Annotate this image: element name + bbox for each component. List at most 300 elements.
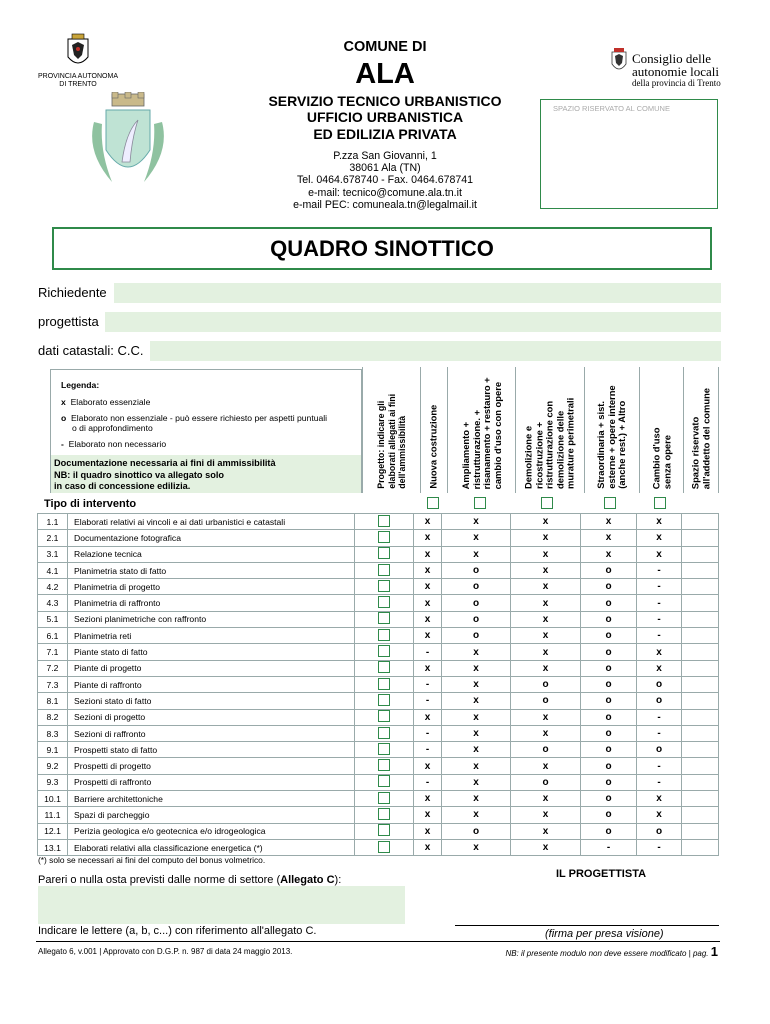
row-number: 6.1 [38,628,68,644]
row-mark: o [581,774,637,790]
table-row [38,725,719,741]
column-header-text: Progetto: indicare gli [375,401,386,489]
row-description: Piante stato di fatto [68,644,355,660]
column-header-text: Ampliamento + [459,421,471,489]
row-reserved-cell [682,660,719,676]
row-mark: x [637,791,682,807]
elaborati-table [37,513,719,856]
column-header-text: senza opere [660,434,672,489]
row-mark: x [414,562,442,578]
province-label: PROVINCIA AUTONOMA [38,73,118,80]
row-checkbox[interactable] [378,629,390,641]
coat-of-arms-icon [82,92,174,192]
row-reserved-cell [682,611,719,627]
row-mark: - [637,628,682,644]
doc-note-line: in caso di concessione edilizia. [54,481,191,491]
consiglio-title: autonomie locali [632,64,720,79]
row-checkbox[interactable] [378,759,390,771]
column-header-text: ristrutturazione con [543,400,555,489]
column-header-text: dell'ammissibilità [396,416,407,489]
title-box [52,227,712,270]
row-mark: x [511,709,581,725]
row-description: Planimetria reti [68,628,355,644]
row-checkbox-cell [355,807,414,823]
column-header-text: murature perimetrali [564,397,576,489]
phone-line: Tel. 0464.678740 - Fax. 0464.678741 [296,174,474,187]
row-mark: x [442,660,511,676]
catastali-label: dati catastali: C.C. [38,343,144,358]
row-mark: o [581,628,637,644]
row-mark: x [442,530,511,546]
column-header-text: demolizione delle [554,410,566,489]
table-row [38,807,719,823]
row-checkbox-cell [355,562,414,578]
table-row [38,709,719,725]
column-header-text: ricostruzione + [533,422,545,489]
row-mark: x [511,807,581,823]
signature-line [455,925,719,926]
row-reserved-cell [682,758,719,774]
row-mark: x [442,774,511,790]
table-row [38,676,719,692]
row-mark: o [442,823,511,839]
allegato-text: Allegato 6, v.001 | Approvato con D.G.P. n. 987 di data 24 maggio 2013. [38,947,293,956]
row-reserved-cell [682,725,719,741]
row-number: 8.1 [38,693,68,709]
row-reserved-cell [682,774,719,790]
row-checkbox-cell [355,660,414,676]
row-mark: - [581,839,637,855]
row-number: 9.2 [38,758,68,774]
row-description: Planimetria di raffronto [68,595,355,611]
row-mark: x [442,839,511,855]
row-checkbox-cell [355,611,414,627]
row-mark: o [637,742,682,758]
row-mark: x [442,742,511,758]
column-header-text: cambio d'uso con opere [491,381,503,489]
row-mark: o [581,807,637,823]
row-mark: x [637,514,682,530]
row-checkbox-cell [355,644,414,660]
row-mark: x [414,611,442,627]
row-mark: x [442,693,511,709]
row-checkbox-cell [355,579,414,595]
row-description: Planimetria di progetto [68,579,355,595]
row-mark: x [414,514,442,530]
province-label: DI TRENTO [59,81,97,88]
email-line: e-mail: tecnico@comune.ala.tn.it [308,186,462,199]
row-mark: - [414,644,442,660]
row-checkbox-cell [355,839,414,855]
row-mark: o [581,791,637,807]
table-row [38,660,719,676]
row-reserved-cell [682,807,719,823]
table-row [38,562,719,578]
row-description: Piante di raffronto [68,676,355,692]
row-mark: - [637,774,682,790]
row-description: Prospetti di raffronto [68,774,355,790]
reserved-label: SPAZIO RISERVATO AL COMUNE [553,104,670,113]
row-mark: x [442,514,511,530]
row-mark: x [581,546,637,562]
pec-line: e-mail PEC: comuneala.tn@legalmail.it [293,198,477,211]
row-mark: x [637,546,682,562]
row-checkbox[interactable] [378,792,390,804]
row-mark: x [511,839,581,855]
row-checkbox[interactable] [378,564,390,576]
row-mark: x [581,514,637,530]
table-row [38,611,719,627]
column-header-text: Cambio d'uso [649,427,661,489]
row-checkbox[interactable] [378,596,390,608]
row-number: 2.1 [38,530,68,546]
row-reserved-cell [682,709,719,725]
address-line: P.zza San Giovanni, 1 [333,150,437,162]
row-mark: o [511,693,581,709]
row-number: 9.3 [38,774,68,790]
row-mark: x [511,562,581,578]
row-description: Elaborati relativi ai vincoli e ai dati urbanistici e catastali [68,514,355,530]
row-mark: x [414,530,442,546]
row-checkbox[interactable] [378,580,390,592]
row-mark: o [581,725,637,741]
row-mark: o [581,693,637,709]
row-mark: x [414,579,442,595]
town-name: ALA [355,58,415,90]
row-description: Relazione tecnica [68,546,355,562]
progettista-signature-label: IL PROGETTISTA [556,868,647,880]
office-line: UFFICIO URBANISTICA [306,109,464,125]
row-reserved-cell [682,562,719,578]
row-mark: o [581,644,637,660]
nb-text: NB: il presente modulo non deve essere modificato | pag. [505,949,709,958]
row-mark: - [414,742,442,758]
column-header-cambio [639,367,683,493]
type-checkbox-nuova[interactable] [427,497,439,509]
consiglio-title: Consiglio delle [632,51,712,66]
pareri-input[interactable] [38,886,405,924]
row-number: 11.1 [38,807,68,823]
legend-symbol: - [61,439,64,449]
row-checkbox-cell [355,823,414,839]
row-reserved-cell [682,628,719,644]
row-checkbox[interactable] [378,645,390,657]
tipo-intervento: Tipo di intervento [44,498,137,510]
table-row [38,823,719,839]
table-row [38,644,719,660]
row-mark: o [581,579,637,595]
legend-text: Elaborato non essenziale - può essere richiesto per aspetti puntuali [71,413,328,423]
row-number: 5.1 [38,611,68,627]
table-row [38,530,719,546]
row-mark: x [414,807,442,823]
row-mark: o [581,660,637,676]
legend-text: o di approfondimento [72,423,153,433]
row-number: 7.2 [38,660,68,676]
row-reserved-cell [682,514,719,530]
doc-note-line: Documentazione necessaria ai fini di ammissibilità [54,458,276,468]
pareri-bold: Allegato C [280,874,335,886]
table-row [38,546,719,562]
column-header-nuova [420,367,447,493]
column-header-straordinaria [584,367,639,493]
legend-title: Legenda: [61,380,100,390]
row-mark: x [414,595,442,611]
row-mark: - [637,725,682,741]
row-checkbox-cell [355,725,414,741]
row-mark: o [442,562,511,578]
row-number: 8.3 [38,725,68,741]
province-crest [62,33,94,71]
row-checkbox[interactable] [378,678,390,690]
row-description: Prospetti stato di fatto [68,742,355,758]
row-mark: x [442,807,511,823]
consiglio-crest-icon [610,48,628,74]
consiglio-logo [610,48,628,74]
legend-symbol: o [61,413,67,423]
table-row [38,839,719,855]
row-mark: x [442,644,511,660]
column-header-text: elaborati allegati ai fini [386,394,397,489]
consiglio-subtitle: della provincia di Trento [632,78,721,88]
column-header-text: Straordinaria + sist. [595,401,607,489]
row-reserved-cell [682,823,719,839]
row-description: Elaborati relativi alla classificazione energetica (*) [68,839,355,855]
row-mark: o [581,742,637,758]
row-checkbox-cell [355,595,414,611]
row-checkbox-cell [355,514,414,530]
row-mark: x [637,807,682,823]
table-row [38,579,719,595]
row-mark: x [442,758,511,774]
row-mark: x [414,758,442,774]
row-mark: x [442,676,511,692]
reserved-box [540,99,718,209]
row-checkbox[interactable] [378,727,390,739]
row-mark: o [442,579,511,595]
column-header-riservato [683,367,719,493]
indicare-text: Indicare le lettere (a, b, c...) con riferimento all'allegato C. [38,925,317,937]
row-description: Sezioni di progetto [68,709,355,725]
firma-label: (firma per presa visione) [545,928,664,940]
row-mark: x [511,579,581,595]
row-mark: x [511,725,581,741]
row-checkbox-cell [355,693,414,709]
row-mark: x [414,660,442,676]
type-checkbox-straordinaria[interactable] [604,497,616,509]
row-mark: x [511,628,581,644]
row-reserved-cell [682,839,719,855]
row-mark: x [637,644,682,660]
row-mark: - [637,709,682,725]
row-number: 10.1 [38,791,68,807]
row-mark: - [637,579,682,595]
row-mark: x [511,660,581,676]
row-checkbox[interactable] [378,710,390,722]
row-number: 9.1 [38,742,68,758]
row-mark: o [581,709,637,725]
office-line: SERVIZIO TECNICO URBANISTICO [268,93,502,109]
type-checkbox-ampliamento[interactable] [474,497,486,509]
row-number: 4.2 [38,579,68,595]
progettista-label: progettista [38,314,99,329]
row-reserved-cell [682,546,719,562]
row-description: Sezioni planimetriche con raffronto [68,611,355,627]
row-number: 1.1 [38,514,68,530]
row-mark: x [511,791,581,807]
table-row [38,693,719,709]
row-mark: o [581,823,637,839]
row-checkbox-cell [355,742,414,758]
row-mark: x [581,530,637,546]
row-checkbox-cell [355,774,414,790]
column-header-text: Nuova costruzione [427,405,439,489]
row-reserved-cell [682,644,719,660]
row-mark: o [511,774,581,790]
row-mark: - [414,725,442,741]
row-mark: x [511,758,581,774]
row-checkbox[interactable] [378,612,390,624]
table-row [38,595,719,611]
footnote: (*) solo se necessari ai fini del computo del bonus volmetrico. [38,855,266,865]
row-description: Spazi di parcheggio [68,807,355,823]
row-mark: x [442,725,511,741]
row-mark: x [414,791,442,807]
row-checkbox-cell [355,546,414,562]
page-number: 1 [710,944,718,959]
eagle-crest-icon [62,33,94,71]
doc-note-line: NB: il quadro sinottico va allegato solo [54,469,224,480]
row-mark: o [442,595,511,611]
row-mark: x [511,514,581,530]
row-checkbox[interactable] [378,661,390,673]
row-mark: o [581,595,637,611]
row-checkbox-cell [355,758,414,774]
table-row [38,791,719,807]
row-description: Perizia geologica e/o geotecnica e/o idrogeologica [68,823,355,839]
address-line: 38061 Ala (TN) [349,162,421,175]
table-row [38,758,719,774]
table-row [38,742,719,758]
row-reserved-cell [682,530,719,546]
richiedente-label: Richiedente [38,285,107,300]
page-title: QUADRO SINOTTICO [270,236,494,261]
column-header-text: all'addetto del comune [700,387,711,489]
row-description: Documentazione fotografica [68,530,355,546]
row-description: Sezioni di raffronto [68,725,355,741]
row-checkbox[interactable] [378,775,390,787]
row-mark: x [414,546,442,562]
row-mark: x [442,546,511,562]
table-row [38,628,719,644]
row-mark: x [442,791,511,807]
column-header-text: risanamento + restauro + [480,376,492,489]
row-description: Piante di progetto [68,660,355,676]
table-row [38,774,719,790]
row-mark: x [637,530,682,546]
row-mark: - [637,562,682,578]
row-number: 7.1 [38,644,68,660]
comune-di: COMUNE DI [343,39,427,55]
row-mark: x [511,595,581,611]
progettista-input[interactable] [105,312,721,332]
column-header-text: (anche rest.) + Altro [616,401,628,489]
row-reserved-cell [682,579,719,595]
row-mark: o [637,676,682,692]
type-checkbox-cambio[interactable] [654,497,666,509]
row-checkbox[interactable] [378,841,390,853]
row-description: Sezioni stato di fatto [68,693,355,709]
richiedente-input[interactable] [114,283,721,303]
row-checkbox[interactable] [378,531,390,543]
row-checkbox[interactable] [378,694,390,706]
column-header-text: Spazio riservato [689,416,701,489]
row-checkbox[interactable] [378,743,390,755]
row-reserved-cell [682,595,719,611]
row-checkbox[interactable] [378,515,390,527]
pareri-text: Pareri o nulla osta previsti dalle norme di settore ( [38,874,281,886]
row-checkbox[interactable] [378,547,390,559]
pareri-text: ): [334,874,342,886]
row-checkbox-cell [355,709,414,725]
row-mark: - [637,611,682,627]
row-mark: o [442,628,511,644]
row-mark: - [637,839,682,855]
row-mark: - [637,595,682,611]
column-header-ampliamento [447,367,515,493]
row-reserved-cell [682,742,719,758]
row-description: Barriere architettoniche [68,791,355,807]
row-number: 8.2 [38,709,68,725]
doc-note [51,455,361,493]
row-number: 3.1 [38,546,68,562]
row-mark: - [414,676,442,692]
row-number: 7.3 [38,676,68,692]
row-mark: x [414,839,442,855]
catastali-input[interactable] [150,341,721,361]
row-description: Planimetria stato di fatto [68,562,355,578]
row-mark: x [511,611,581,627]
row-mark: x [511,530,581,546]
column-header-text: Demolizione e [522,425,534,489]
column-header-demolizione [515,367,584,493]
row-mark: o [511,742,581,758]
type-checkbox-demolizione[interactable] [541,497,553,509]
legend-symbol: x [61,397,66,407]
row-mark: - [414,774,442,790]
row-number: 12.1 [38,823,68,839]
column-header-text: esterne + opere interne [605,385,617,489]
row-mark: - [414,693,442,709]
legend-text: Elaborato non necessario [68,439,167,449]
row-mark: - [637,758,682,774]
row-mark: o [581,562,637,578]
office-line: ED EDILIZIA PRIVATA [313,126,457,142]
row-mark: o [637,823,682,839]
row-mark: x [414,709,442,725]
footer-rule [36,941,720,942]
row-checkbox-cell [355,530,414,546]
column-header-progetto [362,367,420,493]
row-description: Prospetti di progetto [68,758,355,774]
row-mark: x [414,823,442,839]
row-checkbox[interactable] [378,808,390,820]
row-checkbox[interactable] [378,824,390,836]
row-checkbox-cell [355,791,414,807]
row-mark: x [511,823,581,839]
row-mark: o [581,758,637,774]
row-mark: o [442,611,511,627]
